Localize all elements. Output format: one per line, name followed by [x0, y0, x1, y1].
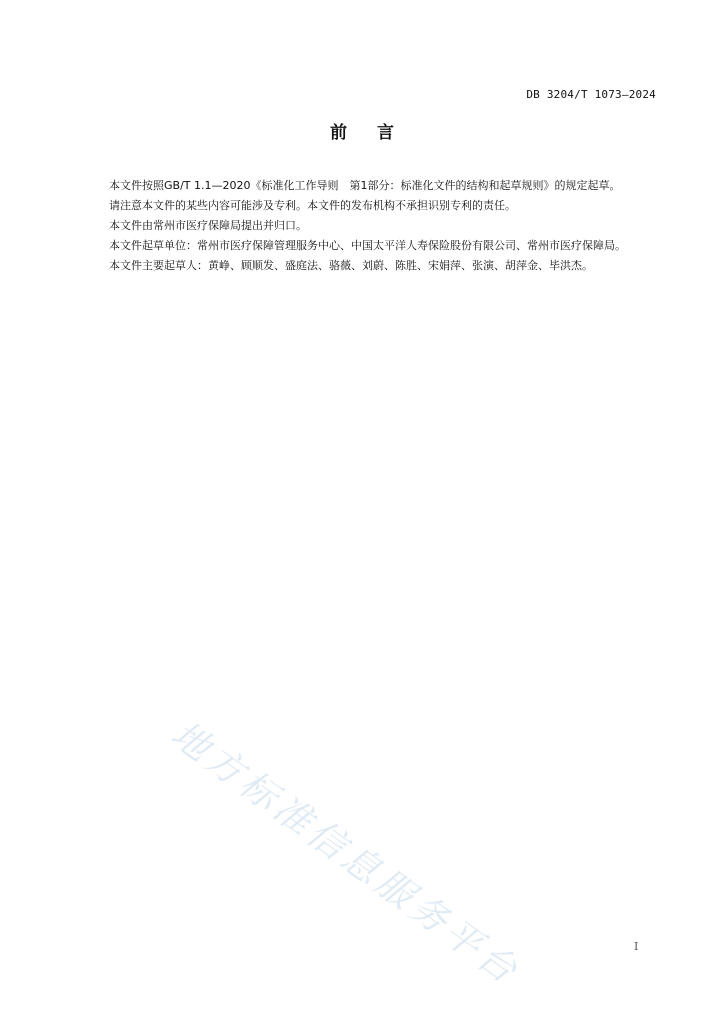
- paragraph-drafting-units: 本文件起草单位：常州市医疗保障管理服务中心、中国太平洋人寿保险股份有限公司、常州市医疗保障局。: [109, 239, 626, 252]
- paragraph-drafters: 本文件主要起草人：黄峥、顾顺发、盛庭法、骆薇、刘蔚、陈胜、宋娟萍、张演、胡萍金、毕洪杰。: [109, 259, 593, 272]
- paragraph-drafting-basis: 本文件按照GB/T 1.1—2020《标准化工作导则 第1部分：标准化文件的结构和起草规则》的规定起草。: [109, 179, 621, 192]
- page-title: 前言: [330, 123, 424, 143]
- foreword-body: [87, 176, 657, 276]
- paragraph-patent-notice: 请注意本文件的某些内容可能涉及专利。本文件的发布机构不承担识别专利的责任。: [109, 199, 516, 212]
- paragraph-proposer: 本文件由常州市医疗保障局提出并归口。: [109, 219, 307, 232]
- page-number: I: [634, 940, 639, 953]
- document-code: DB 3204/T 1073—2024: [526, 88, 656, 101]
- watermark: 地方标准信息服务平台: [163, 712, 529, 995]
